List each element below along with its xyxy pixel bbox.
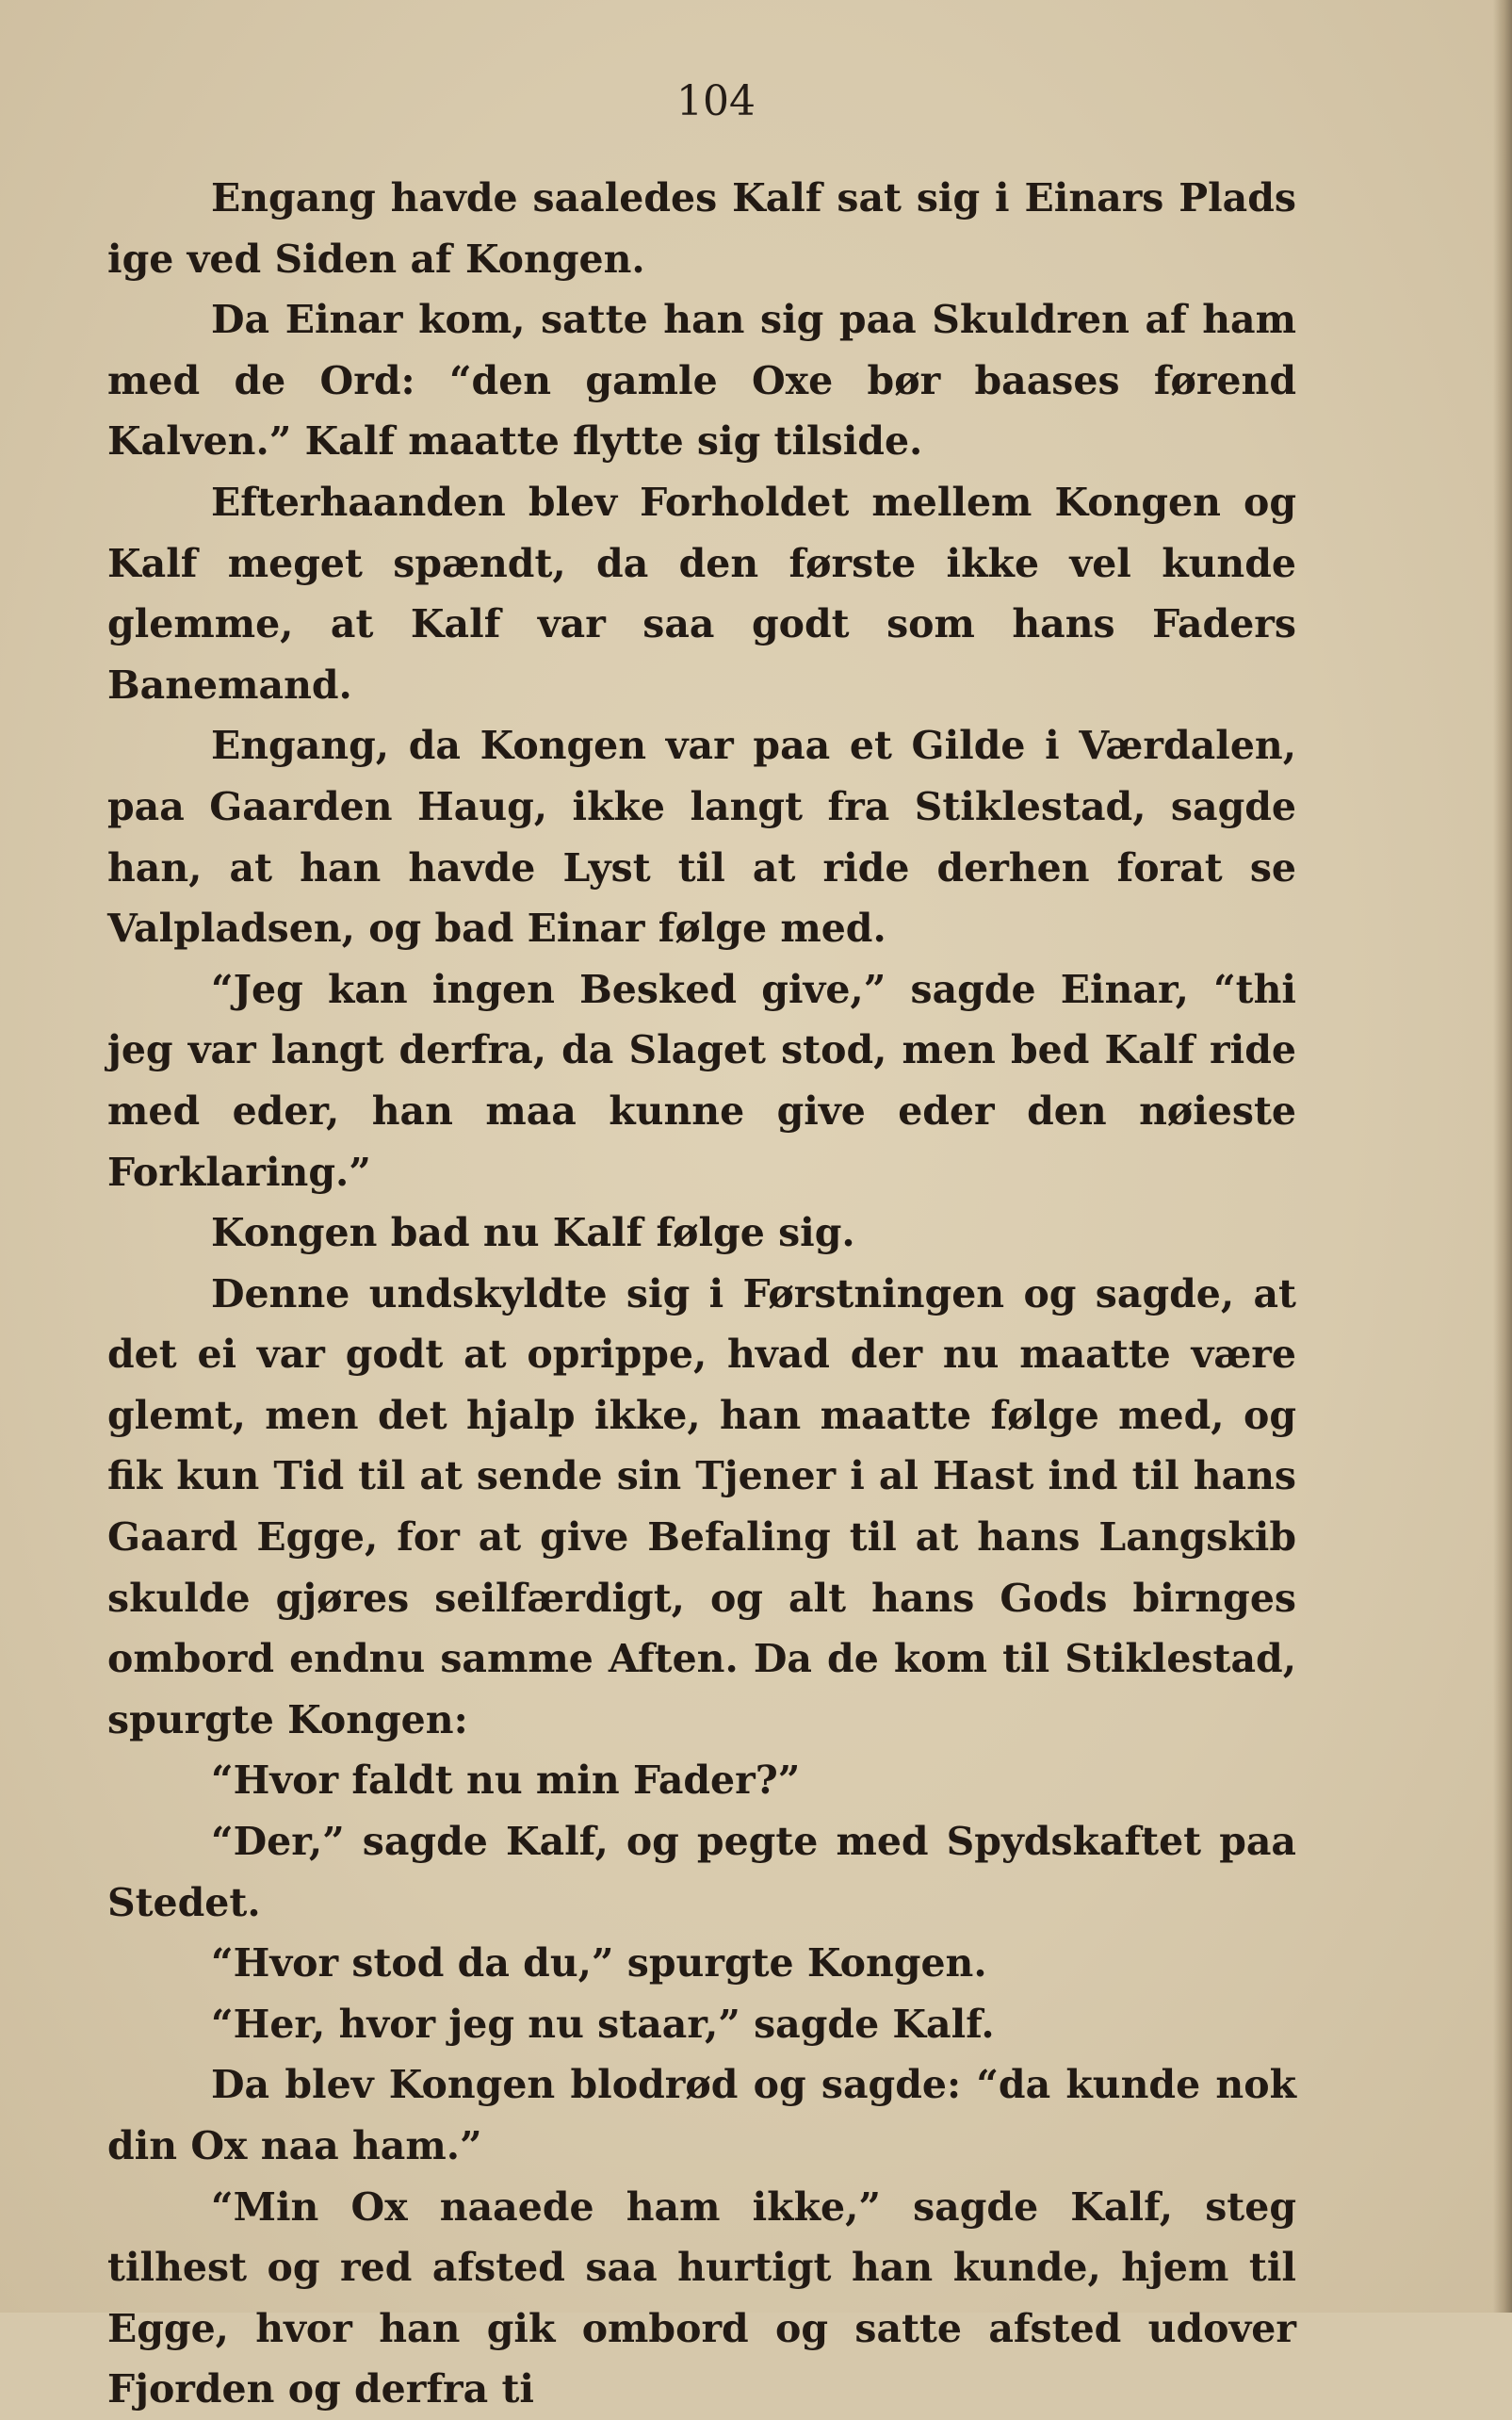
paragraph: Engang, da Kongen var paa et Gilde i Værdalen, paa Gaarden Haug, ikke langt fra Stiklestad, sagde han, at han havde Lyst til at ride derhen forat se Valpladsen, og bad Einar følge med. — [107, 723, 1296, 952]
paragraph: “Hvor faldt nu min Fader?” — [211, 1758, 801, 1804]
page-number: 104 — [676, 77, 756, 125]
paragraph: Engang havde saaledes Kalf sat sig i Einars Plads ige ved Siden af Kongen. — [107, 175, 1296, 282]
paragraph: “Her, hvor jeg nu staar,” sagde Kalf. — [211, 2001, 995, 2047]
paragraph: Kongen bad nu Kalf følge sig. — [211, 1210, 855, 1256]
paragraph: “Jeg kan ingen Besked give,” sagde Einar, “thi jeg var langt derfra, da Slaget stod, men bed Kalf ride med eder, han maa kunne give eder den nøieste Forklaring.” — [107, 966, 1296, 1195]
paragraph: “Min Ox naaede ham ikke,” sagde Kalf, steg tilhest og red afsted saa hurtigt han kunde, hjem til Egge, hvor han gik ombord og satte afsted udover Fjorden og derfra ti — [107, 2183, 1296, 2412]
paragraph: Denne undskyldte sig i Førstningen og sagde, at det ei var godt at oprippe, hvad der nu maatte være glemt, men det hjalp ikke, han maatte følge med, og fik kun Tid til at sende sin Tjener i al Hast ind til hans Gaard Egge, for at give Befaling til at hans Langskib skulde gjøres seilfærdigt, og alt hans Gods birnges ombord endnu samme Aften. Da de kom til Stiklestad, spurgte Kongen: — [107, 1270, 1296, 1742]
paragraph: Da Einar kom, satte han sig paa Skuldren af ham med de Ord: “den gamle Oxe bør baases førend Kalven.” Kalf maatte flytte sig tilside. — [107, 297, 1296, 465]
paragraph: Da blev Kongen blodrød og sagde: “da kunde nok din Ox naa ham.” — [107, 2062, 1296, 2168]
paragraph: Efterhaanden blev Forholdet mellem Kongen og Kalf meget spændt, da den første ikke vel kunde glemme, at Kalf var saa godt som hans Faders Banemand. — [107, 479, 1296, 708]
paragraph: “Der,” sagde Kalf, og pegte med Spydskaftet paa Stedet. — [107, 1819, 1296, 1925]
paragraph: “Hvor stod da du,” spurgte Kongen. — [211, 1940, 987, 1987]
body-text — [107, 168, 1296, 2420]
